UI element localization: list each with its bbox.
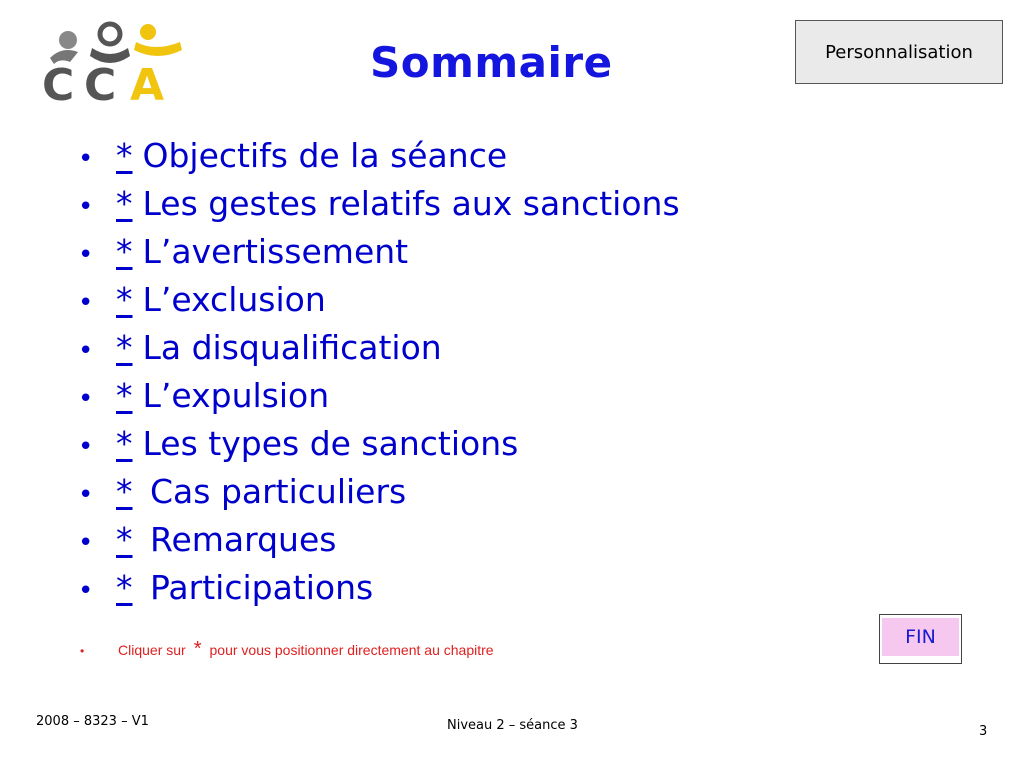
bullet-icon: • — [78, 432, 94, 462]
toc-link-star[interactable]: * — [116, 280, 133, 319]
toc-item-label: L’avertissement — [142, 232, 409, 271]
table-of-contents — [78, 136, 680, 616]
logo-figure-head-2 — [100, 24, 120, 44]
toc-item-label: L’expulsion — [142, 376, 330, 415]
toc-link-star[interactable]: * — [116, 136, 133, 175]
footer-session: Niveau 2 – séance 3 — [447, 718, 578, 733]
toc-item-label: La disqualification — [142, 328, 442, 367]
toc-item-label: Les gestes relatifs aux sanctions — [142, 184, 680, 223]
toc-link-star[interactable]: * — [116, 568, 133, 607]
bullet-icon: • — [78, 576, 94, 606]
toc-item-label: Cas particuliers — [150, 472, 407, 511]
personnalisation-button[interactable]: Personnalisation — [795, 20, 1003, 84]
bullet-icon: • — [78, 240, 94, 270]
bullet-icon: • — [78, 144, 94, 174]
toc-item-label: Objectifs de la séance — [142, 136, 508, 175]
toc-link-star[interactable]: * — [116, 376, 133, 415]
toc-link-star[interactable]: * — [116, 472, 133, 511]
hint-text-before: Cliquer sur — [118, 642, 186, 658]
toc-item — [78, 472, 680, 520]
toc-link-star[interactable]: * — [116, 232, 133, 271]
toc-item-label: L’exclusion — [142, 280, 326, 319]
page-title: Sommaire — [370, 38, 613, 87]
toc-link-star[interactable]: * — [116, 184, 133, 223]
toc-item — [78, 328, 680, 376]
toc-item — [78, 184, 680, 232]
bullet-icon: • — [78, 528, 94, 558]
bullet-icon: • — [78, 336, 94, 366]
toc-item — [78, 424, 680, 472]
toc-item-label: Les types de sanctions — [142, 424, 519, 463]
logo-figure-head-3 — [140, 24, 156, 40]
toc-link-star[interactable]: * — [116, 520, 133, 559]
logo-letter-c1: C — [42, 60, 75, 108]
toc-item — [78, 568, 680, 616]
bullet-icon: • — [78, 480, 94, 510]
toc-link-star[interactable]: * — [116, 424, 133, 463]
page-number: 3 — [979, 724, 988, 739]
bullet-icon: • — [78, 288, 94, 318]
bullet-icon: • — [80, 644, 85, 658]
fin-button[interactable]: FIN — [882, 618, 959, 656]
bullet-icon: • — [78, 384, 94, 414]
hint-star: * — [193, 638, 202, 660]
toc-item-label: Participations — [150, 568, 374, 607]
toc-item — [78, 136, 680, 184]
logo-figure-head-1 — [59, 31, 77, 49]
toc-item — [78, 520, 680, 568]
instruction-hint — [80, 638, 494, 661]
cca-logo — [40, 18, 190, 108]
toc-item-label: Remarques — [150, 520, 337, 559]
bullet-icon: • — [78, 192, 94, 222]
toc-item — [78, 280, 680, 328]
logo-letter-c2: C — [84, 60, 117, 108]
toc-item — [78, 376, 680, 424]
footer-reference: 2008 – 8323 – V1 — [36, 714, 149, 729]
toc-item — [78, 232, 680, 280]
hint-text-after: pour vous positionner directement au chapitre — [209, 642, 494, 658]
logo-letter-a: A — [130, 60, 165, 108]
logo-figure-arm-3 — [134, 42, 182, 56]
toc-link-star[interactable]: * — [116, 328, 133, 367]
